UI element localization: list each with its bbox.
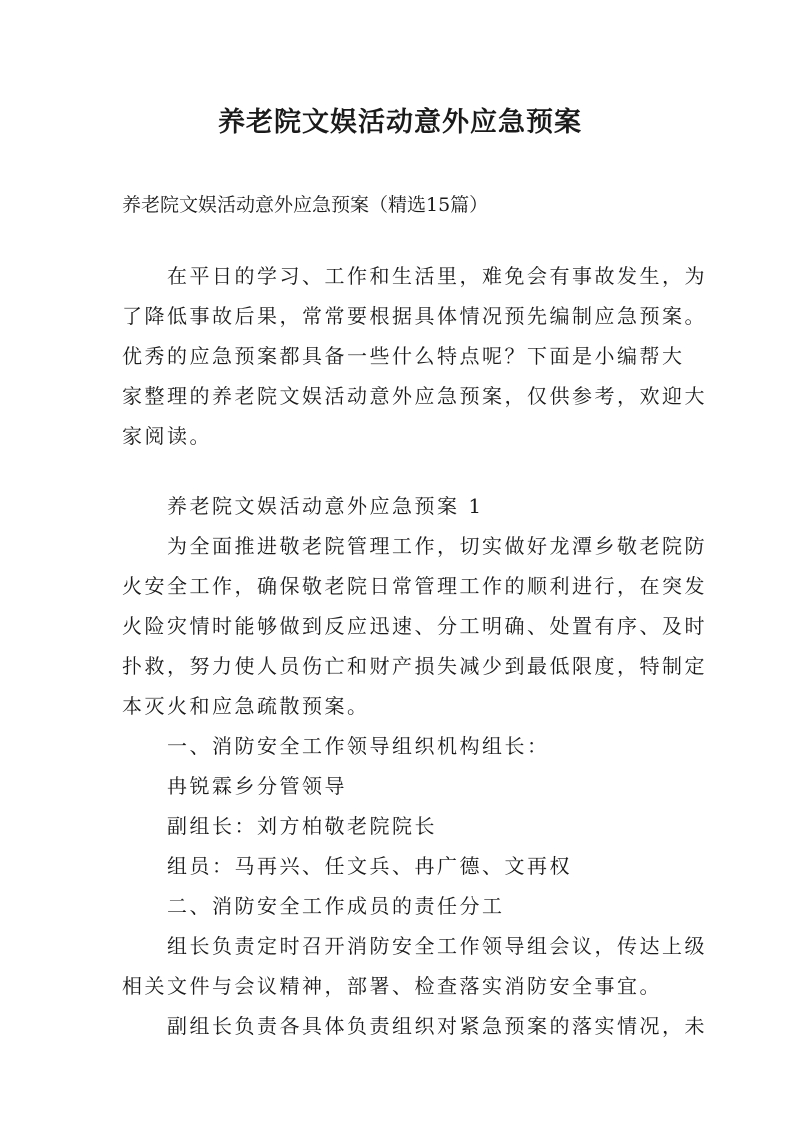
section-line: 副组长负责各具体负责组织对紧急预案的落实情况，未 <box>167 1014 707 1038</box>
section-line: 相关文件与会议精神，部署、检查落实消防安全事宜。 <box>122 974 662 998</box>
section-line: 冉锐霖乡分管领导 <box>167 774 347 798</box>
intro-line: 家阅读。 <box>122 424 212 448</box>
section-line: 一、消防安全工作领导组织机构组长： <box>167 734 550 758</box>
intro-paragraph <box>122 256 707 456</box>
intro-line: 在平日的学习、工作和生活里，难免会有事故发生，为 <box>167 264 707 288</box>
section-line: 火险灾情时能够做到反应迅速、分工明确、处置有序、及时 <box>122 614 707 638</box>
intro-line: 了降低事故后果，常常要根据具体情况预先编制应急预案。 <box>122 304 707 328</box>
section-heading: 养老院文娱活动意外应急预案 1 <box>167 494 484 518</box>
section-line: 火安全工作，确保敬老院日常管理工作的顺利进行，在突发 <box>122 574 707 598</box>
intro-line: 家整理的养老院文娱活动意外应急预案，仅供参考，欢迎大 <box>122 384 707 408</box>
section-line: 为全面推进敬老院管理工作，切实做好龙潭乡敬老院防 <box>167 534 707 558</box>
section-1 <box>122 486 707 1046</box>
document-subtitle: 养老院文娱活动意外应急预案（精选15篇） <box>122 194 489 216</box>
document-title: 养老院文娱活动意外应急预案 <box>218 107 582 138</box>
section-line: 本灭火和应急疏散预案。 <box>122 694 370 718</box>
section-line: 组长负责定时召开消防安全工作领导组会议，传达上级 <box>167 934 707 958</box>
section-line: 组员：马再兴、任文兵、冉广德、文再权 <box>167 854 572 878</box>
section-line: 扑救，努力使人员伤亡和财产损失减少到最低限度，特制定 <box>122 654 707 678</box>
intro-line: 优秀的应急预案都具备一些什么特点呢？下面是小编帮大 <box>122 344 685 368</box>
section-line: 二、消防安全工作成员的责任分工 <box>167 894 505 918</box>
section-line: 副组长：刘方柏敬老院院长 <box>167 814 437 838</box>
